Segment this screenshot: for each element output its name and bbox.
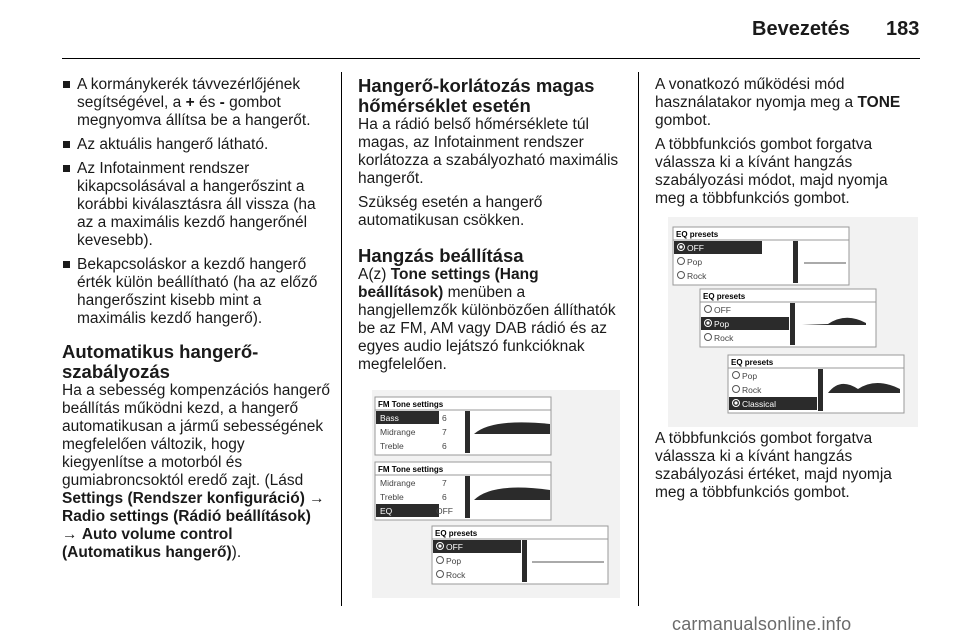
- tone-settings-illustration: [372, 390, 620, 598]
- menu-row-label: OFF: [446, 542, 463, 552]
- screen-title: EQ presets: [731, 358, 774, 367]
- menu-row-label: OFF: [714, 305, 731, 315]
- bullet-list: [62, 76, 330, 328]
- screen-fm-tone-1: [375, 397, 551, 455]
- menu-row-value: 6: [442, 441, 447, 451]
- section-heading: Hangzás beállítása: [358, 245, 524, 266]
- scrollbar: [465, 411, 470, 453]
- paragraph: A(z) Tone settings (Hang beállítások) menüben a hangjellemzők különbözően állíthatók be az FM, AM vagy DAB rádió és az egyes audio lejátszó funkcióknak megfelelően.: [358, 266, 616, 373]
- menu-row-label: OFF: [687, 243, 704, 253]
- column-divider-2: [638, 72, 639, 606]
- screen-fm-tone-2: [375, 462, 551, 520]
- screen-eq-presets-classical: [728, 355, 904, 413]
- menu-row-label: Pop: [714, 319, 730, 329]
- page-number: 183: [886, 18, 920, 40]
- screen-title: FM Tone settings: [378, 400, 444, 409]
- watermark: carmanualsonline.info: [672, 614, 852, 634]
- scrollbar: [793, 241, 798, 283]
- eq-presets-illustration: [668, 217, 918, 427]
- header-rule: [62, 58, 920, 59]
- scrollbar: [522, 540, 527, 582]
- menu-row-label: Bass: [380, 413, 399, 423]
- paragraph: A többfunkciós gombot forgatva válassza ki a kívánt hangzás szabályozási értéket, majd nyomja meg a többfunkciós gombot.: [655, 430, 892, 501]
- column-1: [62, 76, 330, 568]
- page-header-title: Bevezetés: [752, 18, 850, 40]
- screen-eq-presets-off: [673, 227, 849, 285]
- menu-row-value: 7: [442, 427, 447, 437]
- section-heading: Hangerő-korlátozás magas hőmérséklet esetén: [358, 75, 595, 116]
- menu-row-label: Rock: [714, 333, 734, 343]
- column-divider-1: [341, 72, 342, 606]
- menu-row-label: Rock: [742, 385, 762, 395]
- paragraph: Ha a rádió belső hőmérséklete túl magas, az Infotainment rendszer korlátozza a szabályozható maximális hangerőt.: [358, 116, 619, 187]
- menu-row-label: Classical: [742, 399, 777, 409]
- scrollbar: [465, 476, 470, 518]
- list-item: Az aktuális hangerő látható.: [62, 136, 330, 154]
- menu-row-label: Midrange: [380, 427, 416, 437]
- eq-presets-figure: [668, 217, 918, 427]
- menu-row-label: Pop: [742, 371, 758, 381]
- menu-row-label: Pop: [446, 556, 462, 566]
- paragraph: Szükség esetén a hangerő automatikusan csökken.: [358, 194, 543, 229]
- screen-title: FM Tone settings: [378, 465, 444, 474]
- menu-row-value: 6: [442, 492, 447, 502]
- menu-row-label: Rock: [446, 570, 466, 580]
- paragraph: Ha a sebesség kompenzációs hangerő beállítás működni kezd, a hangerő automatikusan a jármű sebességének megfelelően változik, hogy kiegyenlítse a motorból és gumiabroncsoktól eredő zajt. (Lásd Settings (Rendszer konfiguráció) → Radio settings (Rádió beállítások) → Auto volume control (Automatikus hangerő)).: [62, 382, 330, 561]
- menu-row-label: Treble: [380, 441, 404, 451]
- list-item: A kormánykerék távvezérlőjének segítségével, a + és - gombot megnyomva állítsa be a hangerőt.: [62, 76, 330, 130]
- menu-row-value: 7: [442, 478, 447, 488]
- screen-title: EQ presets: [703, 292, 746, 301]
- section-heading: Automatikus hangerő-szabályozás: [62, 341, 259, 382]
- column-2: [358, 76, 620, 380]
- screen-title: EQ presets: [676, 230, 719, 239]
- menu-row-label: Midrange: [380, 478, 416, 488]
- screen-title: EQ presets: [435, 529, 478, 538]
- menu-row-value: OFF: [436, 506, 453, 516]
- scrollbar: [818, 369, 823, 411]
- screen-eq-presets: [432, 526, 608, 584]
- screen-eq-presets-pop: [700, 289, 876, 347]
- menu-row-label: EQ: [380, 506, 393, 516]
- paragraph: A vonatkozó működési mód használatakor nyomja meg a TONE gombot.: [655, 76, 901, 129]
- paragraph: A többfunkciós gombot forgatva válassza ki a kívánt hangzás szabályozási módot, majd nyomja meg a többfunkciós gombot.: [655, 136, 888, 207]
- menu-row-label: Pop: [687, 257, 703, 267]
- list-item: Az Infotainment rendszer kikapcsolásával a hangerőszint a korábbi kiválasztásra áll vissza (ha az a maximális kezdő hangerőnél kevesebb).: [62, 160, 330, 250]
- list-item: Bekapcsoláskor a kezdő hangerő érték külön beállítható (ha az előző hangerőszint kisebb mint a maximális kezdő hangerő).: [62, 256, 330, 328]
- menu-row-label: Rock: [687, 271, 707, 281]
- tone-settings-figure: [372, 390, 620, 598]
- menu-row-label: Treble: [380, 492, 404, 502]
- menu-row-value: 6: [442, 413, 447, 423]
- scrollbar: [790, 303, 795, 345]
